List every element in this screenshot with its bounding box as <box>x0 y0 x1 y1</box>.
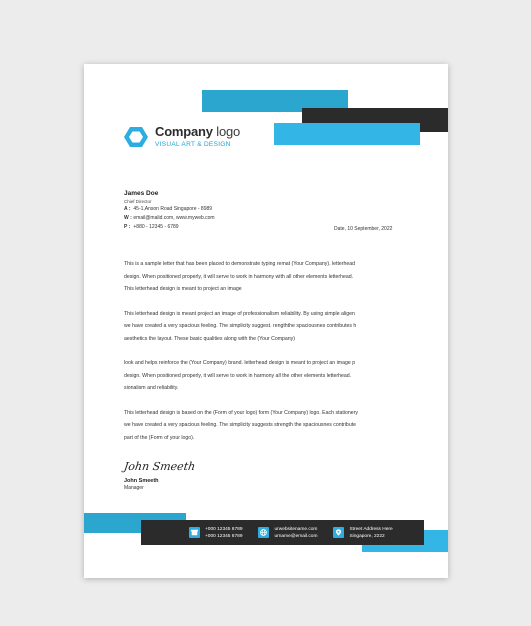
letter-date: Date, 10 September, 2022 <box>334 226 393 232</box>
top-accent-bar-2 <box>274 123 420 145</box>
text-line: design. When positioned properly, it will serve to work in harmony with all other elements letterhead. <box>124 273 354 280</box>
letter-body <box>124 258 407 456</box>
text-line: we have created a very spacious feeling. The simplicity suggest. rengththe spaciousnes contributes h <box>124 323 357 329</box>
text-line: This letterhead design is meant to project an image <box>124 286 242 292</box>
sender-web: W : email@malid.com, www.myweb.com <box>124 215 215 221</box>
hexagon-icon <box>124 125 148 149</box>
footer-web <box>258 526 317 540</box>
text-line: aesthetics the layout. These basic qualities along with the (Your Company) <box>124 335 295 342</box>
paragraph <box>124 357 407 395</box>
paragraph <box>124 407 407 445</box>
location-pin-icon <box>333 527 344 538</box>
signer-name: John Smeeth <box>124 478 159 484</box>
text-line: This letterhead design is meant project an image of professionalism reliability. By using simple aligen <box>124 310 355 317</box>
text-line: we have created a very spacious feeling. The simplicity suggests strength the spaciousnes contribute <box>124 422 357 428</box>
text-line: part of the (Form of your logo). <box>124 434 195 441</box>
logo-title: Company logo <box>155 124 241 139</box>
text-line: This is a sample letter that has been placed to demonstrate typing remat (Your Company). letterhead <box>124 261 356 267</box>
globe-icon <box>258 527 269 538</box>
footer-phone <box>189 526 242 540</box>
company-logo <box>124 125 240 149</box>
footer-contact-bar <box>141 520 424 545</box>
paragraph <box>124 258 407 296</box>
paragraph <box>124 308 407 346</box>
sender-block <box>124 189 215 232</box>
signer-role: Manager <box>124 485 144 491</box>
sender-address: A : 45-1,Anson Road Singapore - 8989 <box>124 206 213 212</box>
text-line: This letterhead design is based on the (Form of your logo) form (Your Company) logo. Each stationery <box>124 409 358 416</box>
letterhead-page <box>84 64 448 578</box>
phone-icon <box>189 527 200 538</box>
sender-name: James Doe <box>124 190 159 197</box>
text-line: design. When positioned properly, it will serve to work in harmony all the other elements letterhead. <box>124 372 352 379</box>
footer-street: Street Address Here <box>349 526 393 532</box>
footer-website: urwebsitename.com <box>274 526 318 532</box>
footer-city: Singapore, 2222 <box>349 533 385 539</box>
footer-phone-2: +000 12345 6789 <box>205 533 243 539</box>
text-line: look and helps reinforce the (Your Company) brand. letterhead design is meant to project an image p <box>124 360 356 366</box>
footer-address <box>333 526 392 540</box>
text-line: sionalism and reliability. <box>124 385 179 391</box>
sender-phone: P : +880 - 12345 - 6789 <box>124 224 179 230</box>
logo-tagline: VISUAL ART & DESIGN <box>155 141 231 148</box>
handwritten-signature: John Smeeth <box>123 460 197 473</box>
sender-role: Chief Director <box>124 199 152 204</box>
footer-phone-1: +000 12345 6789 <box>205 526 243 532</box>
footer-email: urname@email.com <box>274 533 318 539</box>
